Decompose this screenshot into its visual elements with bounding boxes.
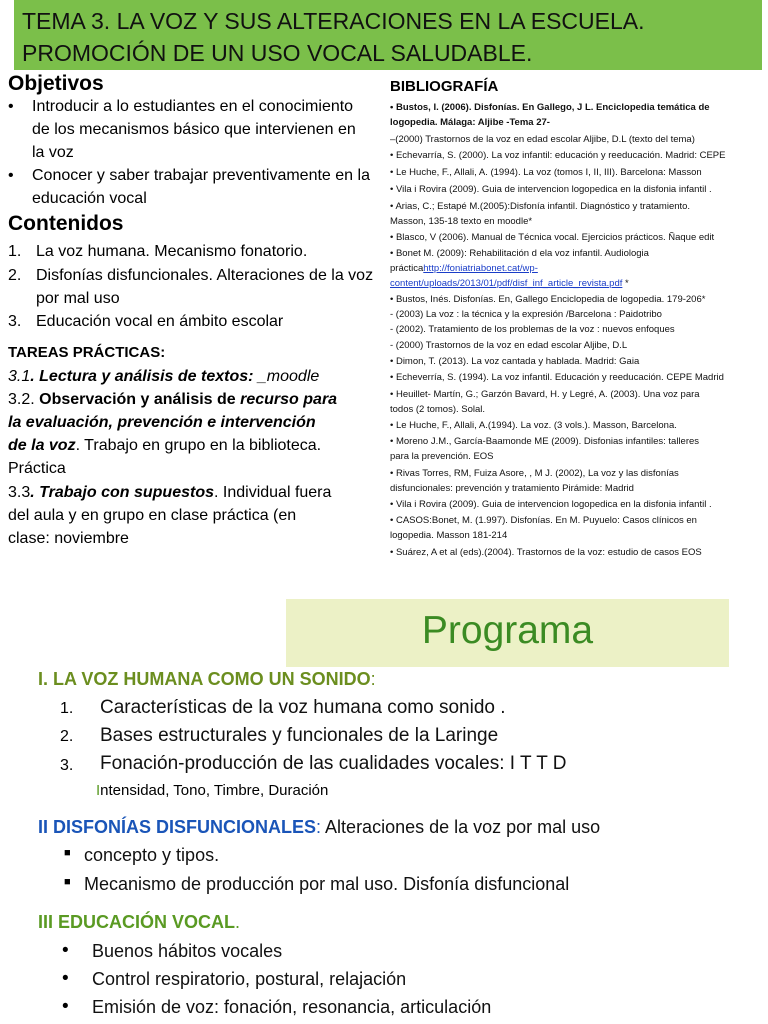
bibliografia-line: content/uploads/2013/01/pdf/disf_inf_article_revista.pdf * — [390, 278, 629, 289]
bibliografia-line: - (2003) La voz : la técnica y la expresión /Barcelona : Paidotribo — [390, 309, 662, 320]
bibliografia-line: Masson, 135-18 texto en moodle* — [390, 216, 533, 227]
itdt-subline — [96, 782, 328, 799]
contenido-text: Educación vocal en ámbito escolar — [36, 313, 284, 330]
tarea-num: 3.3 — [8, 484, 31, 501]
bibliografia-line: • Arias, C.; Estapé M.(2005):Disfonía infantil. Diagnóstico y tratamiento. — [390, 201, 691, 212]
section-1-item: Bases estructurales y funcionales de la Laringe — [100, 725, 499, 746]
tarea-title: . Trabajo con supuestos — [30, 484, 214, 501]
tarea-num: 3.1 — [8, 368, 31, 385]
bibliografia-line: - (2000) Trastornos de la voz en edad escolar Aljibe, D.L — [390, 340, 628, 351]
bibliografia-line: logopedia. Málaga: Aljibe -Tema 27- — [390, 117, 550, 128]
tarea-title-emph: la evaluación, prevención e intervención — [8, 414, 316, 431]
itdt-initial: I — [96, 782, 101, 799]
bibliografia-line: –(2000) Trastornos de la voz en edad escolar Aljibe, D.L (texto del tema) — [390, 134, 695, 145]
tarea-desc: clase: noviembre — [8, 530, 129, 547]
section-3-label: III EDUCACIÓN VOCAL — [38, 912, 236, 932]
section-1-label: I. LA VOZ HUMANA COMO UN SONIDO — [38, 669, 371, 689]
bibliografia-line: • Echevarría, S. (2000). La voz infantil: educación y reeducación. Madrid: CEPE — [390, 150, 726, 161]
bibliografia-line: - (2002). Tratamiento de los problemas de la voz : nuevos enfoques — [390, 324, 675, 335]
tareas-heading: TAREAS PRÁCTICAS: — [8, 344, 166, 361]
contenido-num: 2. — [8, 267, 22, 284]
contenido-num: 3. — [8, 313, 22, 330]
tarea-2-line — [8, 434, 321, 457]
section-3-item: Control respiratorio, postural, relajación — [92, 969, 407, 989]
bibliografia-line: • Vila i Rovira (2009). Guia de intervencion logopedica en la disfonia infantil . — [390, 499, 712, 510]
tarea-desc: Práctica — [8, 460, 66, 477]
bibliografia-line: • Rivas Torres, RM, Fuiza Asore, , M J. (2002), La voz y las disfonías — [390, 468, 679, 479]
bullet-icon: • — [62, 996, 69, 1017]
bibliografia-line: • Vila i Rovira (2009). Guia de intervencion logopedica en la disfonia infantil . — [390, 184, 712, 195]
section-2-item: Mecanismo de producción por mal uso. Disfonía disfuncional — [84, 874, 570, 894]
bibliografia-line: • CASOS:Bonet, M. (1.997). Disfonías. En M. Puyuelo: Casos clínicos en — [390, 515, 697, 526]
contenidos-list — [8, 240, 378, 332]
tarea-3 — [8, 481, 331, 504]
section-2-item: concepto y tipos. — [84, 845, 220, 865]
tarea-title-emph: de la voz — [8, 437, 76, 454]
square-bullet-icon: ■ — [64, 847, 71, 859]
bibliografia-line: todos (2 tomos). Solal. — [390, 404, 486, 415]
tarea-2-line — [8, 411, 316, 434]
bibliografia-line: • Bonet M. (2009): Rehabilitación d ela voz infantil. Audiologia — [390, 248, 649, 259]
section-2-tail: Alteraciones de la voz por mal uso — [325, 817, 601, 837]
contenido-text: Disfonías disfuncionales. Alteraciones de la voz por mal uso — [36, 267, 374, 307]
section-3-item: Buenos hábitos vocales — [92, 941, 283, 961]
contenidos-heading: Contenidos — [8, 212, 124, 235]
tarea-desc: . Individual fuera — [214, 484, 332, 501]
bibliografia-link[interactable]: content/uploads/2013/01/pdf/disf_inf_article_revista.pdf — [390, 278, 623, 289]
objetivo-item — [8, 95, 378, 161]
bibliografia-line: • Le Huche, F., Allali, A.(1994). La voz. (3 vols.). Masson, Barcelona. — [390, 420, 677, 431]
bullet-icon: • — [62, 968, 69, 989]
bibliografia-panel — [390, 76, 765, 576]
bullet-icon: • — [62, 940, 69, 961]
title-banner — [14, 0, 762, 70]
item-num: 1. — [60, 700, 74, 717]
bibliografia-line: • Le Huche, F., Allali, A. (1994). La voz (tomos I, II, III). Barcelona: Masson — [390, 167, 702, 178]
bibliografia-line: para la prevención. EOS — [390, 451, 494, 462]
objetivo-text: Introducir a lo estudiantes en el conocimiento de los mecanismos básico que intervienen en la voz — [32, 98, 356, 161]
tarea-desc: del aula y en grupo en clase práctica (en — [8, 507, 297, 524]
bibliografia-line: • Blasco, V (2006). Manual de Técnica vocal. Ejercicios prácticos. Ñaque edit — [390, 232, 715, 243]
item-num: 3. — [60, 757, 74, 774]
bibliografia-line: • Bustos, Inés. Disfonías. En, Gallego Enciclopedia de logopedia. 179-206* — [390, 294, 706, 305]
item-num: 2. — [60, 728, 74, 745]
section-3-item: Emisión de voz: fonación, resonancia, articulación — [92, 997, 492, 1017]
bibliografia-line: • Dimon, T. (2013). La voz cantada y hablada. Madrid: Gaia — [390, 356, 640, 367]
bullet-icon: • — [8, 98, 14, 115]
contenido-num: 1. — [8, 243, 22, 260]
objetivo-item — [8, 164, 378, 210]
tarea-2 — [8, 388, 337, 411]
tarea-tail: _moodle — [253, 368, 320, 385]
section-2-label: II DISFONÍAS DISFUNCIONALES — [38, 817, 317, 837]
tarea-desc: . Trabajo en grupo en la biblioteca. — [75, 437, 322, 454]
bibliografia-line: • Echeverría, S. (1994). La voz infantil. Educación y reeducación. CEPE Madrid — [390, 372, 724, 383]
square-bullet-icon: ■ — [64, 876, 71, 888]
contenido-text: La voz humana. Mecanismo fonatorio. — [36, 243, 308, 260]
bibliografia-line: logopedia. Masson 181-214 — [390, 530, 508, 541]
tarea-num: 3.2. — [8, 391, 40, 408]
bibliografia-line: • Suárez, A et al (eds).(2004). Trastornos de la voz: estudio de casos EOS — [390, 547, 702, 558]
bibliografia-line: disfuncionales: prevención y tratamiento Pirámide: Madrid — [390, 483, 634, 494]
programa-heading: Programa — [421, 609, 594, 652]
itdt-rest: ntensidad, Tono, Timbre, Duración — [100, 782, 329, 799]
objetivos-heading: Objetivos — [8, 72, 104, 95]
bibliografia-link[interactable]: http://foniatriabonet.cat/wp- — [423, 263, 538, 274]
programa-banner — [286, 599, 729, 667]
bibliografia-line: • Moreno J.M., García-Baamonde ME (2009). Disfonias infantiles: talleres — [390, 436, 700, 447]
bibliografia-line-text: práctica — [390, 263, 424, 274]
bibliografia-heading: BIBLIOGRAFÍA — [390, 78, 499, 95]
section-1-item: Fonación-producción de las cualidades vocales: I T T D — [100, 753, 567, 774]
bullet-icon: • — [8, 167, 14, 184]
tarea-1 — [8, 365, 319, 388]
tarea-title: Observación y análisis de — [39, 391, 241, 408]
section-1-item: Características de la voz humana como sonido . — [100, 697, 506, 718]
section-1-heading: I. LA VOZ HUMANA COMO UN SONIDO: — [38, 669, 376, 689]
bibliografia-line — [390, 261, 765, 276]
bibliografia-line: • Bustos, I. (2006). Disfonías. En Gallego, J L. Enciclopedia temática de — [390, 102, 710, 113]
tarea-title-emph: recurso para — [240, 391, 338, 408]
title-line-1: TEMA 3. LA VOZ Y SUS ALTERACIONES EN LA ESCUELA. — [22, 8, 645, 34]
title-line-2: PROMOCIÓN DE UN USO VOCAL SALUDABLE. — [22, 40, 533, 66]
section-2-heading: II DISFONÍAS DISFUNCIONALES: Alteraciones de la voz por mal uso — [38, 817, 601, 837]
bibliografia-line: • Heuillet- Martín, G.; Garzón Bavard, H. y Legré, A. (2003). Una voz para — [390, 389, 700, 400]
objetivo-text: Conocer y saber trabajar preventivamente en la educación vocal — [32, 167, 370, 207]
section-3-heading: III EDUCACIÓN VOCAL. — [38, 912, 241, 932]
tarea-title: . Lectura y análisis de textos: — [30, 368, 254, 385]
